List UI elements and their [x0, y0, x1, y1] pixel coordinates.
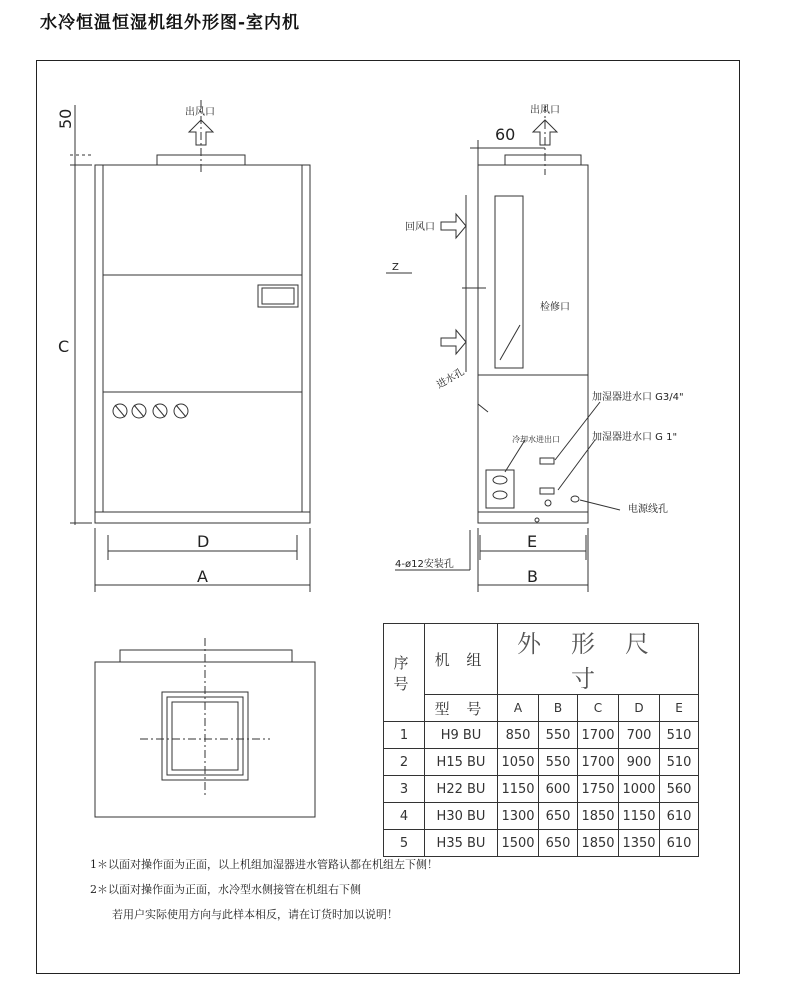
table-header-e: E: [660, 695, 699, 722]
side-dim-b: B: [527, 567, 538, 586]
table-row: [384, 722, 699, 749]
row-model: H9 BU: [425, 722, 498, 749]
row-d: 1350: [619, 830, 660, 857]
front-dim-d: D: [197, 532, 210, 551]
table-row: [384, 749, 699, 776]
row-model: H35 BU: [425, 830, 498, 857]
row-model: H22 BU: [425, 776, 498, 803]
row-b: 600: [539, 776, 578, 803]
row-seq: 3: [384, 776, 425, 803]
table-header-d: D: [619, 695, 660, 722]
row-a: 1500: [498, 830, 539, 857]
table-header-b: B: [539, 695, 578, 722]
note-1: 1＊以面对操作面为正面，以上机组加湿器进水管路认都在机组左下侧！: [90, 858, 438, 871]
table-row: [384, 776, 699, 803]
side-dim-e: E: [527, 532, 538, 551]
row-seq: 1: [384, 722, 425, 749]
row-a: 850: [498, 722, 539, 749]
side-view: [386, 105, 620, 592]
row-a: 1300: [498, 803, 539, 830]
table-row: [384, 803, 699, 830]
row-seq: 5: [384, 830, 425, 857]
row-b: 650: [539, 830, 578, 857]
table-header-dims: 外形尺寸: [498, 624, 699, 695]
row-b: 650: [539, 803, 578, 830]
access-port-label: 检修口: [540, 302, 570, 313]
front-dim-top: 50: [56, 108, 75, 129]
table-header-model-2: 型 号: [425, 695, 498, 722]
side-dim-top: 60: [495, 125, 516, 144]
row-a: 1150: [498, 776, 539, 803]
table-header-a: A: [498, 695, 539, 722]
page-title: 水冷恒温恒湿机组外形图-室内机: [40, 13, 301, 33]
row-c: 1850: [578, 803, 619, 830]
dimension-table: [383, 623, 699, 857]
front-view: [70, 100, 310, 592]
humidifier-inlet-label: 加湿器进水口 G3/4": [592, 392, 684, 403]
row-c: 1750: [578, 776, 619, 803]
row-seq: 2: [384, 749, 425, 776]
notes: [90, 852, 438, 927]
row-seq: 4: [384, 803, 425, 830]
table-header-c: C: [578, 695, 619, 722]
note-3: 若用户实际使用方向与此样本相反，请在订货时加以说明！: [112, 908, 398, 921]
row-e: 560: [660, 776, 699, 803]
side-air-outlet-label: 出风口: [530, 105, 560, 116]
row-c: 1850: [578, 830, 619, 857]
return-air-label: 回风口: [405, 222, 435, 233]
row-model: H30 BU: [425, 803, 498, 830]
row-d: 1000: [619, 776, 660, 803]
row-e: 610: [660, 830, 699, 857]
row-c: 1700: [578, 722, 619, 749]
row-d: 900: [619, 749, 660, 776]
row-c: 1700: [578, 749, 619, 776]
table-header-model-1: 机 组: [425, 624, 498, 695]
power-hole-label: 电源线孔: [628, 504, 668, 515]
front-air-outlet-label: 出风口: [185, 107, 215, 118]
top-view: [95, 638, 315, 817]
water-inlet-hole-label: 进水孔: [434, 366, 467, 392]
row-b: 550: [539, 749, 578, 776]
note-2: 2＊以面对操作面为正面，水冷型水侧接管在机组右下侧: [90, 883, 361, 896]
row-model: H15 BU: [425, 749, 498, 776]
table-header-seq: 序号: [384, 624, 425, 722]
row-d: 700: [619, 722, 660, 749]
mount-holes-label: 4-ø12安装孔: [395, 559, 454, 570]
row-b: 550: [539, 722, 578, 749]
row-e: 610: [660, 803, 699, 830]
row-e: 510: [660, 722, 699, 749]
row-d: 1150: [619, 803, 660, 830]
front-dim-c: C: [58, 337, 70, 356]
humidifier-inlet2-label: 加湿器进水口 G 1": [592, 432, 678, 443]
front-dim-a: A: [197, 567, 208, 586]
cooling-water-label: 冷却水进出口: [512, 435, 560, 444]
row-a: 1050: [498, 749, 539, 776]
row-e: 510: [660, 749, 699, 776]
direction-label: Z: [392, 262, 399, 273]
